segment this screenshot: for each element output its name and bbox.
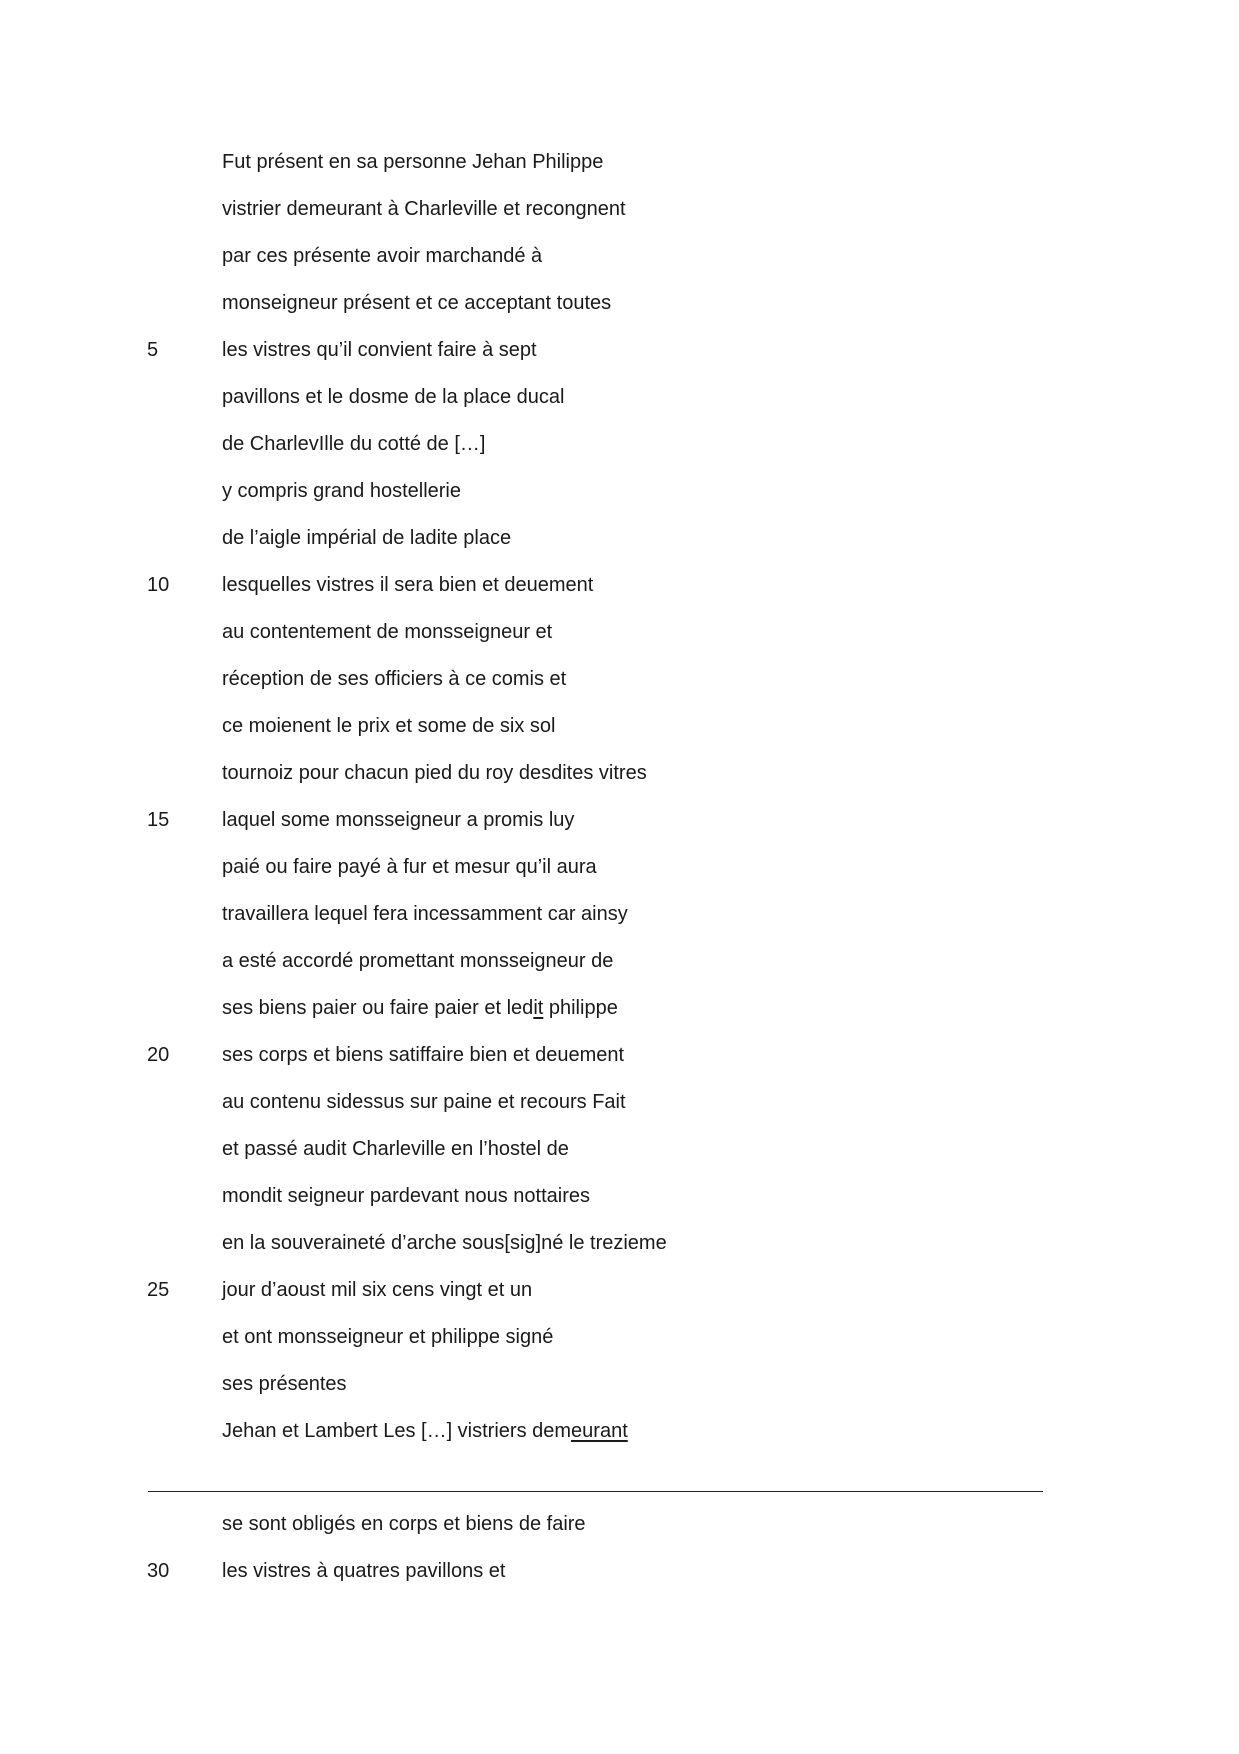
text-segment: ses biens paier ou faire paier et led bbox=[222, 997, 534, 1019]
line-15 bbox=[0, 805, 1239, 835]
line-text: et ont monsseigneur et philippe signé bbox=[222, 1326, 554, 1348]
line-14 bbox=[0, 758, 1239, 788]
line-28 bbox=[0, 1416, 1239, 1446]
line-text: par ces présente avoir marchandé à bbox=[222, 245, 543, 267]
line-20 bbox=[0, 1040, 1239, 1070]
line-number: 5 bbox=[147, 339, 159, 361]
line-2 bbox=[0, 194, 1239, 224]
line-13 bbox=[0, 711, 1239, 741]
line-text: a esté accordé promettant monsseigneur de bbox=[222, 950, 614, 972]
line-5 bbox=[0, 335, 1239, 365]
line-text: ses présentes bbox=[222, 1373, 347, 1395]
line-text: paié ou faire payé à fur et mesur qu’il aura bbox=[222, 856, 597, 878]
line-number: 30 bbox=[147, 1560, 170, 1582]
line-6 bbox=[0, 382, 1239, 412]
line-16 bbox=[0, 852, 1239, 882]
line-text: au contentement de monsseigneur et bbox=[222, 621, 553, 643]
text-segment: philippe bbox=[543, 997, 618, 1019]
line-text: monseigneur présent et ce acceptant toutes bbox=[222, 292, 612, 314]
line-text: lesquelles vistres il sera bien et deuement bbox=[222, 574, 594, 596]
line-number: 25 bbox=[147, 1279, 170, 1301]
horizontal-rule bbox=[148, 1491, 1043, 1492]
line-29 bbox=[0, 1509, 1239, 1539]
line-text: les vistres à quatres pavillons et bbox=[222, 1560, 506, 1582]
line-text: se sont obligés en corps et biens de faire bbox=[222, 1513, 586, 1535]
line-text: en la souveraineté d’arche sous[sig]né le trezieme bbox=[222, 1232, 667, 1254]
line-text: y compris grand hostellerie bbox=[222, 480, 461, 502]
line-text: au contenu sidessus sur paine et recours Fait bbox=[222, 1091, 626, 1113]
line-27 bbox=[0, 1369, 1239, 1399]
line-21 bbox=[0, 1087, 1239, 1117]
line-12 bbox=[0, 664, 1239, 694]
line-text: ses corps et biens satiffaire bien et deuement bbox=[222, 1044, 625, 1066]
line-text: ce moienent le prix et some de six sol bbox=[222, 715, 556, 737]
line-text: tournoiz pour chacun pied du roy desdites vitres bbox=[222, 762, 647, 784]
line-text: de l’aigle impérial de ladite place bbox=[222, 527, 512, 549]
line-25 bbox=[0, 1275, 1239, 1305]
line-text: mondit seigneur pardevant nous nottaires bbox=[222, 1185, 591, 1207]
line-text: travaillera lequel fera incessamment car ainsy bbox=[222, 903, 628, 925]
underlined-abbreviation: it bbox=[533, 997, 544, 1019]
line-text: pavillons et le dosme de la place ducal bbox=[222, 386, 565, 408]
line-text: réception de ses officiers à ce comis et bbox=[222, 668, 567, 690]
text-segment: Jehan et Lambert Les […] vistriers dem bbox=[222, 1420, 572, 1442]
line-23 bbox=[0, 1181, 1239, 1211]
line-text bbox=[222, 1416, 628, 1446]
line-text: les vistres qu’il convient faire à sept bbox=[222, 339, 537, 361]
line-22 bbox=[0, 1134, 1239, 1164]
line-text: Fut présent en sa personne Jehan Philippe bbox=[222, 151, 604, 173]
line-11 bbox=[0, 617, 1239, 647]
line-10 bbox=[0, 570, 1239, 600]
line-text: jour d’aoust mil six cens vingt et un bbox=[222, 1279, 533, 1301]
line-4 bbox=[0, 288, 1239, 318]
line-9 bbox=[0, 523, 1239, 553]
line-18 bbox=[0, 946, 1239, 976]
line-17 bbox=[0, 899, 1239, 929]
line-8 bbox=[0, 476, 1239, 506]
line-text: et passé audit Charleville en l’hostel de bbox=[222, 1138, 569, 1160]
line-7 bbox=[0, 429, 1239, 459]
line-text: de CharlevIlle du cotté de […] bbox=[222, 433, 486, 455]
line-number: 20 bbox=[147, 1044, 170, 1066]
line-number: 10 bbox=[147, 574, 170, 596]
line-3 bbox=[0, 241, 1239, 271]
line-number: 15 bbox=[147, 809, 170, 831]
line-text: vistrier demeurant à Charleville et recongnent bbox=[222, 198, 626, 220]
underlined-abbreviation: eurant bbox=[571, 1420, 628, 1442]
line-1 bbox=[0, 147, 1239, 177]
line-text: laquel some monsseigneur a promis luy bbox=[222, 809, 575, 831]
line-text bbox=[222, 993, 618, 1023]
line-26 bbox=[0, 1322, 1239, 1352]
line-19 bbox=[0, 993, 1239, 1023]
line-30 bbox=[0, 1556, 1239, 1586]
line-24 bbox=[0, 1228, 1239, 1258]
